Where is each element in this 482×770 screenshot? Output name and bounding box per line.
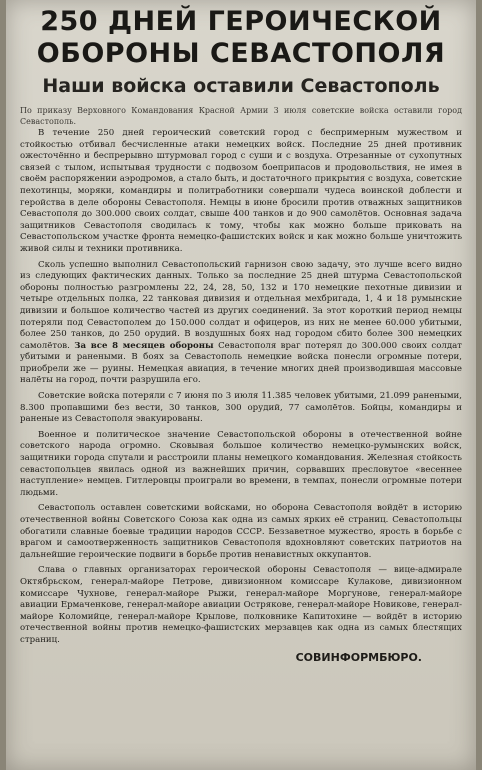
article-paragraph-3: Советские войска потеряли с 7 июня по 3 июля 11.385 человек убитыми, 21.099 ранеными, 8.300 пропавшими без вести, 30 танков, 300 орудий, 77 самолётов. Бойцы, командиры и раненые из Севастополя эвакуированы. <box>20 391 462 425</box>
article-lead: По приказу Верховного Командования Красной Армии 3 июля советские войска оставили город Севастополь. <box>20 106 462 126</box>
headline-line-2: ОБОРОНЫ СЕВАСТОПОЛЯ <box>36 38 446 69</box>
subheadline: Наши войска оставили Севастополь <box>42 75 440 97</box>
article-paragraph-1: В течение 250 дней героический советский город с беспримерным мужеством и стойкостью отбивал бесчисленные атаки немецких войск. Последние 25 дней противник ожесточённо и беспрерывно штурмовал город с суши и с воздуха. Отрезанные от сухопутных связей с тылом, испытывая трудности с подвозом боеприпасов и продовольствия, не имея в своём распоряжении аэродромов, а стало быть, и достаточного прикрытия с воздуха, советские пехотинцы, моряки, командиры и политработники совершали чудеса воинской доблести и геройства в деле обороны Севастополя. Немцы в июне бросили против отважных защитников Севастополя до 300.000 своих солдат, свыше 400 танков и до 900 самолётов. Основная задача защитников Севастополя сводилась к тому, чтобы как можно больше приковать на Севастопольском участке фронта немецко-фашистских войск и как можно больше уничтожить живой силы и техники противника. <box>20 128 462 254</box>
headline-line-1: 250 ДНЕЙ ГЕРОИЧЕСКОЙ <box>40 6 442 37</box>
signature: СОВИНФОРМБЮРО. <box>295 650 422 664</box>
newspaper-page <box>6 0 476 770</box>
article-paragraph-6: Слава о главных организаторах героической обороны Севастополя — вице-адмирале Октябрьском, генерал-майоре Петрове, дивизионном комиссаре Кулакове, дивизионном комиссаре Чухнове, генерал-майоре Рыжи, генерал-майоре Моргунове, генерал-майоре авиации Ермаченкове, генерал-майоре авиации Острякове, генерал-майоре Новикове, генерал-майоре Коломийце, генерал-майоре Крылове, полковнике Капитохине — войдёт в историю отечественной войны против немецко-фашистских мерзавцев как одна из самых блестящих страниц. <box>20 565 462 645</box>
article-body <box>6 99 476 664</box>
article-paragraph-5: Севастополь оставлен советскими войсками, но оборона Севастополя войдёт в историю отечественной войны Советского Союза как одна из самых ярких её страниц. Севастопольцы обогатили славные боевые традиции народов СССР. Беззаветное мужество, ярость в борьбе с врагом и самоотверженность защитников Севастополя вдохновляют советских патриотов на дальнейшие героические подвиги в борьбе против ненавистных оккупантов. <box>20 503 462 560</box>
article-paragraph-4: Военное и политическое значение Севастопольской обороны в отечественной войне советского народа огромно. Сковывая большое количество немецко-румынских войск, защитники города спутали и расстроили планы немецкого командования. Железная стойкость севастопольцев явилась одной из важнейших причин, сорвавших пресловутое «весеннее наступление» немцев. Гитлеровцы проиграли во времени, в темпах, понесли огромные потери людьми. <box>20 429 462 498</box>
bold-phrase: За все 8 месяцев обороны <box>74 340 214 351</box>
article-paragraph-2: Сколь успешно выполнил Севастопольский гарнизон свою задачу, это лучше всего видно из следующих фактических данных. Только за последние 25 дней штурма Севастопольской обороны полностью разгромлены 22, 24, 28, 50, 132 и 170 немецкие пехотные дивизии и четыре отдельных полка, 22 танковая дивизия и отдельная мехбригада, 1, 4 и 18 румынские дивизии и большое количество частей из других соединений. За этот короткий период немцы потеряли под Севастополем до 150.000 солдат и офицеров, из них не менее 60.000 убитыми, более 250 танков, до 250 орудий. В воздушных боях над городом сбито более 300 немецких самолётов. За все 8 месяцев обороны Севастополя враг потерял до 300.000 своих солдат убитыми и ранеными. В боях за Севастополь немецкие войска понесли огромные потери, приобрели же — руины. Немецкая авиация, в течение многих дней производившая массовые налёты на город, почти разрушила его. <box>20 259 462 386</box>
